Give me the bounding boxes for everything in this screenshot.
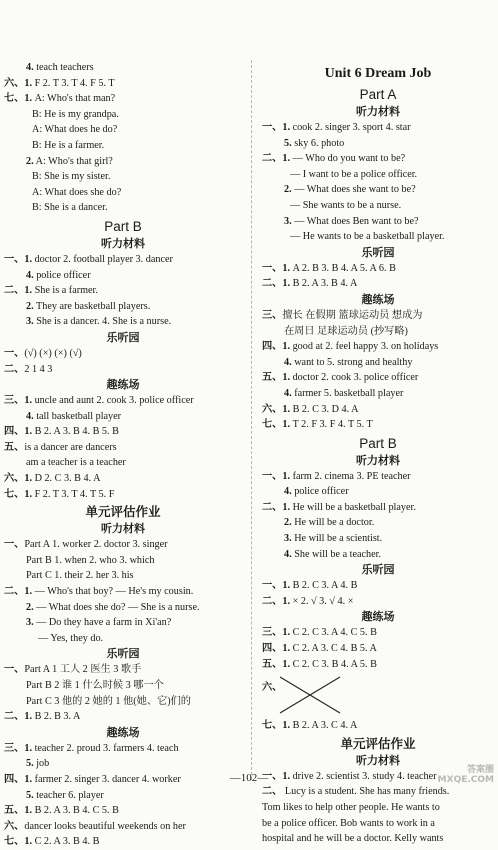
watermark-line-2: MXQE.COM [437, 775, 494, 785]
question-number: 一、 [4, 347, 25, 359]
question-number: 5. [284, 137, 292, 149]
part-b-title: Part B [359, 435, 397, 451]
b-fun-title: 趣练场 [361, 610, 395, 624]
answer-line [262, 339, 494, 355]
answer-line [262, 136, 494, 152]
answer-line [4, 615, 242, 631]
question-number: 四、1. [4, 773, 33, 785]
answer-line [4, 424, 242, 440]
answer-line [4, 200, 242, 216]
answer-text: B: She is a dancer. [32, 202, 108, 214]
answer-text: He will be a basketball player. [290, 501, 416, 513]
answer-line [4, 709, 242, 725]
question-number: 一、 [4, 539, 25, 551]
answer-text: She will be a teacher. [291, 548, 382, 560]
answer-line [4, 487, 242, 503]
answer-text: Part C 3 他的 2 她的 1 他(她、它)们的 [26, 695, 191, 707]
answer-line [262, 198, 494, 214]
answer-text: want to 5. strong and healthy [291, 356, 413, 368]
answer-line [4, 819, 242, 835]
answer-text: farm 2. cinema 3. PE teacher [290, 470, 411, 482]
question-number: 4. [26, 269, 34, 281]
answer-line [262, 531, 494, 547]
eval-listening-title: 听力材料 [101, 522, 145, 536]
left-happy-lines [4, 346, 242, 377]
unit-evaluation-title: 单元评估作业 [85, 504, 161, 520]
question-number: 4. [284, 486, 292, 498]
watermark-line-1: 答案圈 [466, 765, 494, 775]
left-top-lines [4, 60, 242, 216]
answer-line [4, 91, 242, 107]
answer-line [4, 314, 242, 330]
answer-text: C 2. C 3. B 4. A 5. B [290, 658, 377, 670]
answer-text: (√) (×) (×) (√) [24, 347, 82, 359]
question-number: 二、 [262, 786, 283, 798]
answer-text: doctor 2. football player 3. dancer [32, 253, 173, 265]
question-number: 4. [284, 548, 292, 560]
answer-text: 擅长 在假期 篮球运动员 想成为 [282, 309, 423, 321]
answer-text: C 2. A 3. C 4. B 5. A [290, 643, 377, 655]
answer-line [262, 816, 494, 832]
answer-text: A: Who's that girl? [33, 155, 113, 167]
part-b-title: Part B [104, 218, 142, 234]
answer-line [4, 122, 242, 138]
answer-line [262, 641, 494, 657]
answer-text: tall basketball player [33, 410, 122, 422]
answer-text: B: She is my sister. [32, 171, 111, 183]
answer-line [4, 185, 242, 201]
answer-text: Part B 2 谁 1 什么时候 3 哪一个 [26, 680, 164, 691]
answer-line [262, 718, 494, 734]
left-eval-fun-lines [4, 741, 242, 850]
question-number: 六、1. [262, 403, 291, 415]
question-number: 2. [26, 300, 34, 312]
question-number: 二、1. [4, 711, 33, 723]
answer-line [262, 386, 494, 402]
answer-text: D 2. C 3. B 4. A [32, 473, 101, 485]
answer-text: T 2. F 3. F 4. T 5. T [290, 419, 373, 431]
question-number: 一、1. [262, 470, 291, 482]
answer-text: teach teachers [33, 62, 94, 73]
question-number: 3. [284, 533, 292, 545]
question-number: 一、1. [262, 580, 291, 592]
answer-text: B 2. A 3. B 4. B 5. B [32, 426, 119, 438]
answer-line [262, 417, 494, 433]
answer-line [262, 831, 494, 847]
answer-text: B 2. B 3. A [32, 711, 81, 723]
answer-line [4, 60, 242, 76]
answer-text: 在周日 足球运动员 (抄写略) [284, 325, 408, 337]
answer-text: drive 2. scientist 3. study 4. teacher [290, 770, 437, 782]
answer-line [262, 355, 494, 371]
answer-text: farmer 2. singer 3. dancer 4. worker [32, 773, 181, 785]
listening-material-title: 听力材料 [101, 236, 145, 250]
question-number: 3. [26, 617, 34, 629]
matching-label: 六、 [262, 682, 283, 694]
question-number: 一、1. [262, 122, 291, 133]
left-fun-lines [4, 393, 242, 502]
question-number: 四、1. [262, 341, 291, 353]
listening-material-title: 听力材料 [356, 105, 400, 118]
answer-line [4, 362, 242, 378]
answer-line [4, 756, 242, 772]
right-happy-lines [262, 261, 494, 292]
answer-text: Part C 1. their 2. her 3. his [26, 570, 134, 582]
question-number: 一、 [4, 664, 25, 676]
answer-text: hospital and he will be a doctor. Kelly wants [262, 833, 444, 845]
answer-text: job [33, 758, 50, 770]
answer-text: C 2. A 3. B 4. B [32, 836, 100, 848]
answer-text: She is a farmer. [32, 285, 98, 297]
question-number: 4. [284, 356, 292, 368]
question-number: 二、 [4, 363, 25, 375]
question-number: 七、1. [262, 419, 291, 431]
answer-text: police officer [291, 486, 349, 498]
answer-text: He will be a scientist. [291, 533, 383, 545]
question-number: 4. [26, 62, 34, 73]
fun-practice-title: 趣练场 [106, 378, 140, 392]
question-number: 三、1. [4, 742, 33, 754]
answer-line [4, 694, 242, 710]
answer-line [4, 662, 242, 678]
question-number: 二、1. [4, 586, 33, 598]
watermark-logo [418, 762, 494, 796]
fun-practice-title: 趣练场 [361, 292, 395, 306]
answer-line [262, 370, 494, 386]
answer-text: doctor 2. cook 3. police officer [290, 372, 419, 384]
answer-text: is a dancer are dancers [24, 441, 117, 453]
answer-text: A: What does he do? [32, 124, 118, 136]
answer-line [4, 268, 242, 284]
answer-text: They are basketball players. [33, 300, 151, 312]
answer-text: police officer [33, 269, 91, 281]
question-number: 2. [26, 601, 34, 613]
answer-text: Part B 1. when 2. who 3. which [26, 554, 155, 566]
answer-text: — She wants to be a nurse. [290, 199, 402, 211]
answer-line [262, 625, 494, 641]
answer-text: Part A 1 工人 2 医生 3 歌手 [24, 664, 142, 676]
answer-text: teacher 2. proud 3. farmers 4. teach [32, 742, 179, 754]
right-fun-lines [262, 308, 494, 433]
unit-title: Unit 6 Dream Job [324, 66, 432, 81]
b-happy-title: 乐听园 [361, 563, 395, 577]
answer-line [4, 409, 242, 425]
answer-text: — Who do you want to be? [290, 153, 406, 165]
answer-text: — Do they have a farm in Xi'an? [33, 617, 172, 629]
question-number: 3. [26, 316, 34, 328]
answer-line [4, 788, 242, 804]
matching-answer [262, 672, 494, 718]
right-b-listen-lines [262, 469, 494, 563]
question-number: 七、1. [262, 720, 291, 732]
cross-lines-diagram [276, 674, 346, 716]
right-listen-lines [262, 120, 494, 245]
answer-line [4, 440, 242, 456]
right-column [262, 64, 494, 847]
eval-listening-title: 听力材料 [356, 753, 400, 767]
question-number: 二、1. [262, 278, 291, 290]
answer-text: She is a dancer. 4. She is a nurse. [33, 316, 172, 328]
unit-evaluation-title: 单元评估作业 [340, 735, 416, 751]
page-number: —102— [229, 772, 269, 784]
question-number: 二、1. [4, 285, 33, 297]
question-number: 七、1. [4, 93, 33, 105]
eval-fun-title: 趣练场 [106, 725, 140, 739]
question-number: 一、1. [262, 770, 291, 782]
answer-text: sky 6. photo [291, 137, 345, 149]
question-number: 2. [284, 517, 292, 529]
answer-text: — Who's that boy? — He's my cousin. [32, 586, 194, 598]
answer-text: B 2. A 3. B 4. C 5. B [32, 805, 119, 817]
answer-line [262, 214, 494, 230]
question-number: 4. [284, 387, 292, 399]
left-listen-lines [4, 252, 242, 330]
answer-line [262, 261, 494, 277]
answer-line [4, 393, 242, 409]
question-number: 四、1. [4, 426, 33, 438]
question-number: 五、1. [262, 658, 291, 670]
question-number: 5. [26, 758, 34, 770]
answer-text: B: He is a farmer. [32, 139, 105, 151]
answer-text: A: What does she do? [32, 186, 122, 198]
answer-line [262, 547, 494, 563]
answer-line [262, 120, 494, 136]
answer-line [4, 76, 242, 92]
answer-line [4, 299, 242, 315]
question-number: 五、1. [262, 372, 291, 384]
question-number: 七、1. [4, 488, 33, 500]
answer-line [262, 276, 494, 292]
question-number: 三、1. [4, 395, 33, 407]
answer-line [262, 515, 494, 531]
question-number: 二、1. [262, 153, 291, 165]
answer-line [262, 594, 494, 610]
answer-text: C 2. C 3. A 4. C 5. B [290, 627, 377, 639]
question-number: 2. [26, 155, 34, 167]
answer-line [4, 154, 242, 170]
question-number: 4. [26, 410, 34, 422]
answer-text: Tom likes to help other people. He wants to [262, 802, 440, 813]
left-eval-happy-lines [4, 662, 242, 724]
answer-text: B 2. C 3. D 4. A [290, 403, 359, 415]
answer-line [262, 484, 494, 500]
answer-line [262, 578, 494, 594]
answer-line [262, 182, 494, 198]
question-number: 三、1. [262, 627, 291, 639]
left-eval-listen-lines [4, 537, 242, 646]
answer-line [4, 283, 242, 299]
part-a-title: Part A [359, 87, 397, 102]
answer-text: — Yes, they do. [38, 632, 104, 644]
answer-text: B 2. C 3. A 4. B [290, 580, 358, 592]
answer-line [262, 800, 494, 816]
b-listening-title: 听力材料 [356, 453, 400, 467]
answer-text: F 2. T 3. T 4. F 5. T [32, 77, 115, 89]
question-number: 五、1. [4, 805, 33, 817]
answer-line [262, 324, 494, 340]
left-column [4, 60, 242, 850]
answer-line [4, 471, 242, 487]
answer-line [262, 308, 494, 324]
question-number: 六、1. [4, 473, 33, 485]
answer-line [262, 167, 494, 183]
answer-text: farmer 5. basketball player [291, 387, 404, 399]
question-number: 三、 [262, 309, 283, 321]
question-number: 四、1. [262, 643, 291, 655]
eval-happy-title: 乐听园 [106, 647, 140, 661]
question-number: 二、1. [262, 501, 291, 513]
answer-line [4, 803, 242, 819]
answer-line [262, 657, 494, 673]
answer-text: — What does Ben want to be? [291, 215, 419, 227]
answer-text: — What does she do? — She is a nurse. [33, 601, 200, 613]
answer-line [4, 169, 242, 185]
answer-line [262, 402, 494, 418]
answer-line [4, 584, 242, 600]
answer-line [4, 455, 242, 471]
question-number: 六、1. [4, 77, 33, 89]
question-number: 五、 [4, 441, 25, 453]
answer-text: am a teacher is a teacher [26, 457, 126, 469]
answer-line [262, 469, 494, 485]
answer-line [4, 346, 242, 362]
right-b-fun-lines [262, 625, 494, 672]
question-number: 2. [284, 184, 292, 196]
answer-line [262, 500, 494, 516]
answer-text: × 2. √ 3. √ 4. × [290, 595, 354, 607]
question-number: 一、1. [4, 253, 33, 265]
question-number: 3. [284, 215, 292, 227]
question-number: 七、1. [4, 836, 33, 848]
answer-text: F 2. T 3. T 4. T 5. F [32, 488, 115, 500]
answer-text: 2 1 4 3 [24, 363, 53, 375]
right-b-fun-lines2 [262, 718, 494, 734]
answer-line [4, 138, 242, 154]
answer-text: teacher 6. player [33, 789, 104, 801]
right-b-happy-lines [262, 578, 494, 609]
answer-text: good at 2. feel happy 3. on holidays [290, 341, 439, 353]
answer-text: uncle and aunt 2. cook 3. police officer [32, 395, 194, 407]
happy-listening-title: 乐听园 [106, 330, 140, 344]
answer-text: dancer looks beautiful weekends on her [24, 820, 186, 832]
column-divider [251, 60, 252, 780]
answer-line [4, 834, 242, 850]
answer-text: A: Who's that man? [32, 93, 116, 105]
question-number: 六、 [4, 820, 25, 832]
question-number: 一、1. [262, 262, 291, 274]
answer-line [4, 678, 242, 694]
answer-text: B 2. A 3. B 4. A [290, 278, 358, 290]
answer-text: be a police officer. Bob wants to work in a [262, 817, 435, 829]
answer-line [4, 741, 242, 757]
answer-text: — What does she want to be? [291, 184, 416, 196]
answer-text: B: He is my grandpa. [32, 108, 119, 120]
answer-line [4, 631, 242, 647]
answer-line [262, 151, 494, 167]
answer-text: He will be a doctor. [291, 517, 375, 529]
answer-line [4, 537, 242, 553]
answer-text: Part A 1. worker 2. doctor 3. singer [24, 539, 168, 551]
question-number: 二、1. [262, 595, 291, 607]
answer-line [4, 553, 242, 569]
answer-line [4, 568, 242, 584]
answer-line [4, 252, 242, 268]
happy-listening-title: 乐听园 [361, 245, 395, 259]
answer-text: Lucy is a student. She has many friends. [282, 786, 450, 798]
answer-line [262, 229, 494, 245]
answer-text: cook 2. singer 3. sport 4. star [290, 122, 411, 133]
answer-line [4, 107, 242, 123]
answer-text: A 2. B 3. B 4. A 5. A 6. B [290, 262, 396, 274]
question-number: 5. [26, 789, 34, 801]
answer-text: — He wants to be a basketball player. [290, 231, 445, 243]
answer-text: B 2. A 3. C 4. A [290, 720, 358, 732]
answer-text: — I want to be a police officer. [290, 168, 418, 180]
answer-line [4, 600, 242, 616]
